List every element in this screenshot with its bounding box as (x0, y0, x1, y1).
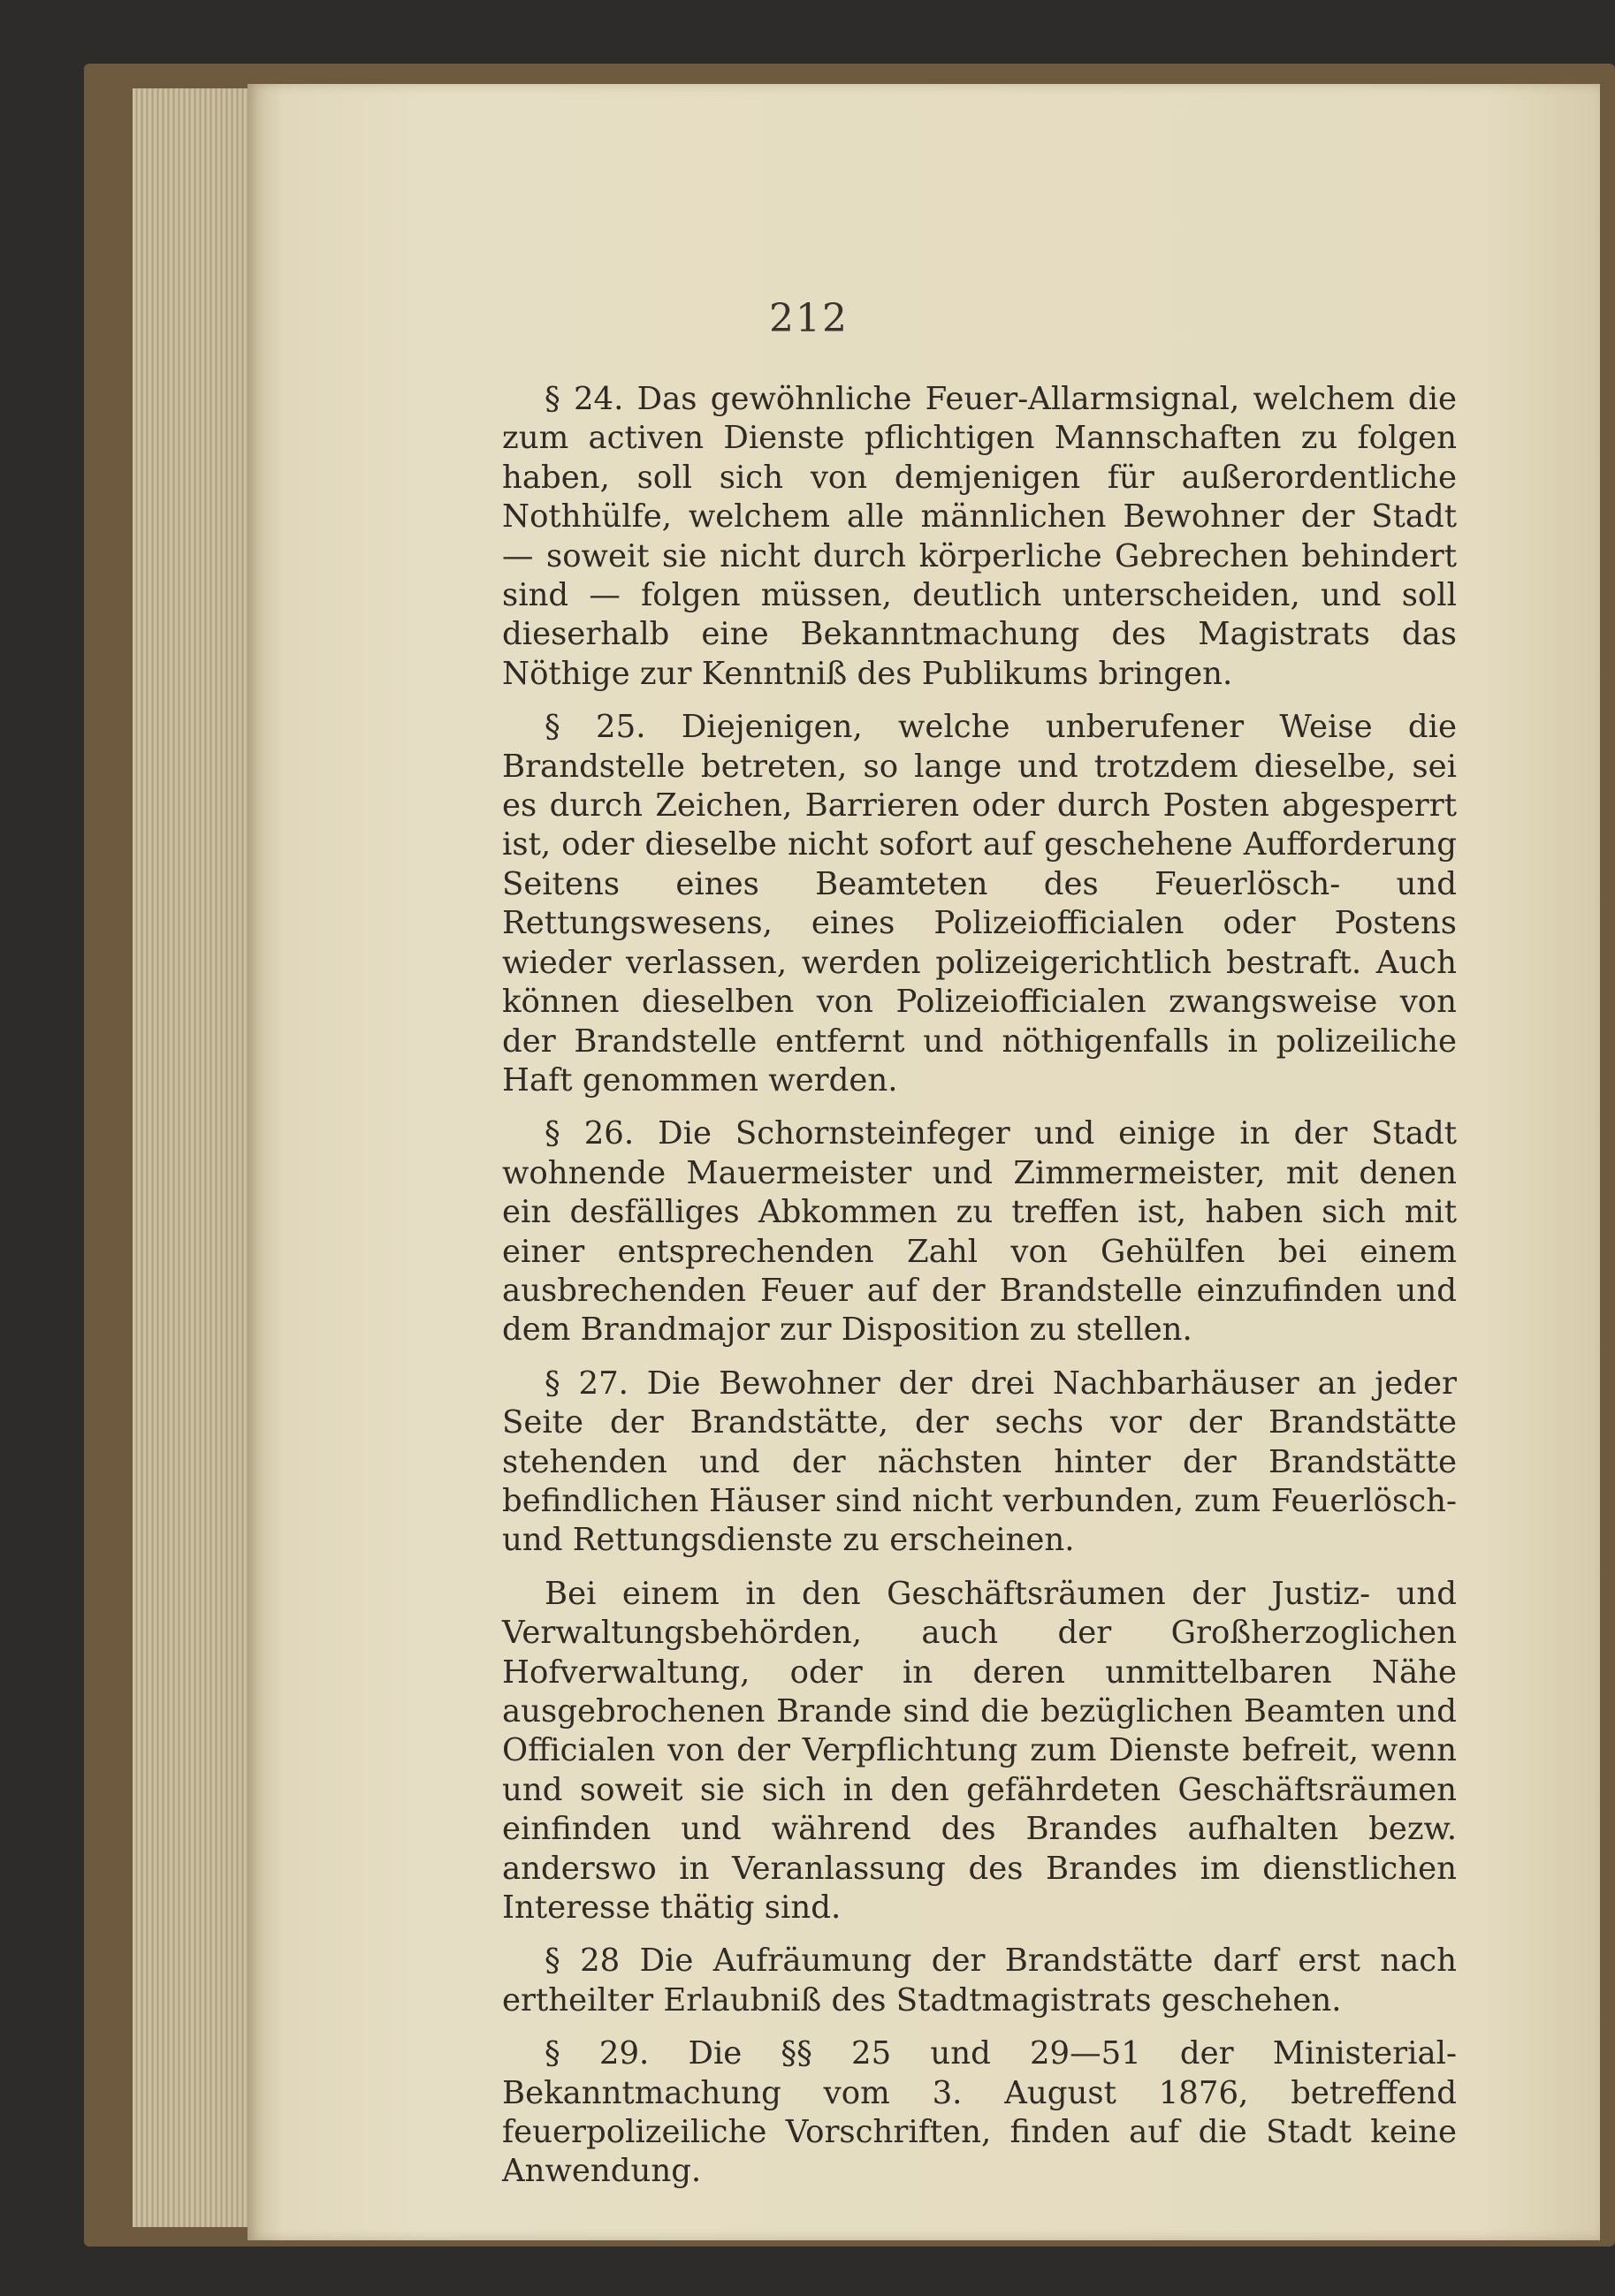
page-edges (133, 88, 258, 2227)
section-marker: § 25. (545, 709, 646, 746)
paragraph-text: Bei einem in den Geschäftsräumen der Justiz- und Verwaltungsbehörden, auch der Großherzoglichen Hofverwaltung, oder in deren unmittelbaren Nähe ausgebrochenen Brande sind die bezüglichen Beamten und Officialen von der Verpflichtung zum Dienste befreit, wenn und soweit sie sich in den gefährdeten Geschäftsräumen einfinden und während des Brandes aufhalten bezw. anderswo in Veranlassung des Brandes im dienstlichen Interesse thätig sind. (502, 1575, 1457, 1927)
paragraph-section-26 (502, 1114, 1457, 1349)
paragraph-text: Die Schornsteinfeger und einige in der Stadt wohnende Mauermeister und Zimmermeister, mit denen ein desfälliges Abkommen zu treffen ist, haben sich mit einer entsprechenden Zahl von Gehülfen bei einem ausbrechenden Feuer auf der Brandstelle einzufinden und dem Brandmajor zur Disposition zu stellen. (502, 1115, 1457, 1349)
paragraph-text: Die Aufräumung der Brandstätte darf erst nach ertheilter Erlaubniß des Stadtmagistrats geschehen. (502, 1942, 1457, 2019)
paragraph-section-25 (502, 708, 1457, 1100)
paragraph-section-27-cont (502, 1575, 1457, 1928)
section-marker: § 29. (545, 2035, 650, 2072)
section-marker: § 24. (545, 381, 624, 417)
paragraph-text: Das gewöhnliche Feuer-Allarmsignal, welchem die zum activen Dienste pflichtigen Mannschaften zu folgen haben, soll sich von demjenigen für außerordentliche Nothhülfe, welchem alle männlichen Bewohner der Stadt — soweit sie nicht durch körperliche Gebrechen behindert sind — folgen müssen, deutlich unterscheiden, und soll dieserhalb eine Bekanntmachung des Magistrats das Nöthige zur Kenntniß des Publikums bringen. (502, 381, 1457, 692)
page-number: 212 (769, 296, 849, 341)
paragraph-text: Die Bewohner der drei Nachbarhäuser an jeder Seite der Brandstätte, der sechs vor der Brandstätte stehenden und der nächsten hinter der Brandstätte befindlichen Häuser sind nicht verbunden, zum Feuerlösch- und Rettungsdienste zu erscheinen. (502, 1365, 1457, 1559)
paragraph-text: Die §§ 25 und 29—51 der Ministerial-Bekanntmachung vom 3. August 1876, betreffend feuerpolizeiliche Vorschriften, finden auf die Stadt keine Anwendung. (502, 2035, 1457, 2190)
paragraph-section-29 (502, 2034, 1457, 2192)
section-marker: § 28 (545, 1942, 621, 1980)
paragraph-section-27 (502, 1365, 1457, 1561)
paragraph-section-24 (502, 380, 1457, 694)
paragraph-section-28 (502, 1942, 1457, 2020)
section-marker: § 27. (545, 1365, 628, 1402)
section-marker: § 26. (545, 1115, 635, 1152)
text-block (502, 380, 1457, 2192)
paragraph-text: Diejenigen, welche unberufener Weise die Brandstelle betreten, so lange und trotzdem dieselbe, sei es durch Zeichen, Barrieren oder durch Posten abgesperrt ist, oder dieselbe nicht sofort auf geschehene Aufforderung Seitens eines Beamteten des Feuerlösch- und Rettungswesens, eines Polizeiofficialen oder Postens wieder verlassen, werden polizeigerichtlich bestraft. Auch können dieselben von Polizeiofficialen zwangsweise von der Brandstelle entfernt und nöthigenfalls in polizeiliche Haft genommen werden. (502, 709, 1457, 1099)
